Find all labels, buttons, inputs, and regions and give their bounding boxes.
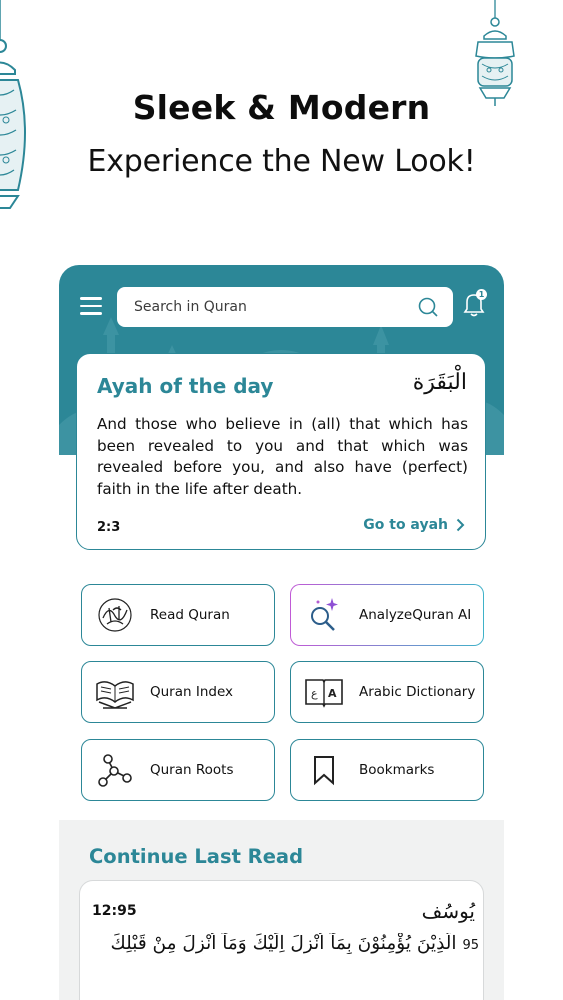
read-quran-label: Read Quran bbox=[150, 607, 230, 623]
analyzequran-ai-tile[interactable] bbox=[290, 584, 484, 646]
notification-bell[interactable] bbox=[463, 291, 485, 317]
app-screen bbox=[59, 265, 504, 1000]
bookmarks-tile[interactable] bbox=[290, 739, 484, 801]
svg-text:ع: ع bbox=[311, 687, 318, 700]
search-input[interactable] bbox=[134, 299, 417, 315]
open-book-icon bbox=[92, 672, 138, 712]
bookmarks-label: Bookmarks bbox=[359, 762, 435, 778]
search-bar[interactable] bbox=[117, 287, 453, 327]
roots-network-icon bbox=[92, 750, 138, 790]
ai-search-icon bbox=[301, 595, 347, 635]
go-to-ayah-label: Go to ayah bbox=[363, 517, 448, 533]
last-read-verse bbox=[84, 933, 479, 954]
ayah-card-title: Ayah of the day bbox=[97, 374, 274, 398]
quran-index-label: Quran Index bbox=[150, 684, 234, 700]
read-quran-tile[interactable] bbox=[81, 584, 275, 646]
arabic-dictionary-tile[interactable] bbox=[290, 661, 484, 723]
bookmark-icon bbox=[301, 750, 347, 790]
notification-badge: 1 bbox=[476, 289, 487, 300]
verse-number: 95 bbox=[462, 938, 479, 953]
continue-reading-section bbox=[59, 820, 504, 1000]
search-icon[interactable] bbox=[417, 296, 439, 318]
verse-text: الَّذِيْنَ يُؤْمِنُوْنَ بِمَآ اُنْزِلَ اِلَيْكَ وَمَآ اُنْزِلَ مِنْ قَبْلِكَ bbox=[110, 933, 457, 954]
dictionary-icon bbox=[301, 672, 347, 712]
last-read-surah-name: يُوسُف bbox=[421, 899, 475, 923]
svg-text:A: A bbox=[328, 687, 337, 700]
ayah-of-the-day-card bbox=[76, 353, 486, 550]
arabic-dictionary-label: Arabic Dictionary bbox=[359, 684, 476, 700]
last-read-reference: 12:95 bbox=[92, 903, 137, 919]
menu-icon[interactable] bbox=[80, 297, 102, 315]
ayah-surah-name: الْبَقَرَة bbox=[412, 370, 467, 395]
analyzequran-ai-label: AnalyzeQuran AI bbox=[359, 607, 472, 623]
quran-calligraphy-icon bbox=[92, 595, 138, 635]
continue-reading-title: Continue Last Read bbox=[89, 845, 304, 868]
last-read-card[interactable] bbox=[79, 880, 484, 1000]
ayah-translation: And those who believe in (all) that which has been revealed to you and that which was revealed before you, and also have (perfect) faith in the life after death. bbox=[97, 415, 468, 498]
headline-title: Sleek & Modern bbox=[132, 88, 431, 127]
quran-roots-tile[interactable] bbox=[81, 739, 275, 801]
chevron-right-icon bbox=[456, 518, 465, 532]
go-to-ayah-button[interactable] bbox=[363, 517, 465, 533]
ayah-reference: 2:3 bbox=[97, 520, 121, 535]
headline-subtitle: Experience the New Look! bbox=[87, 144, 476, 179]
quran-index-tile[interactable] bbox=[81, 661, 275, 723]
quran-roots-label: Quran Roots bbox=[150, 762, 234, 778]
